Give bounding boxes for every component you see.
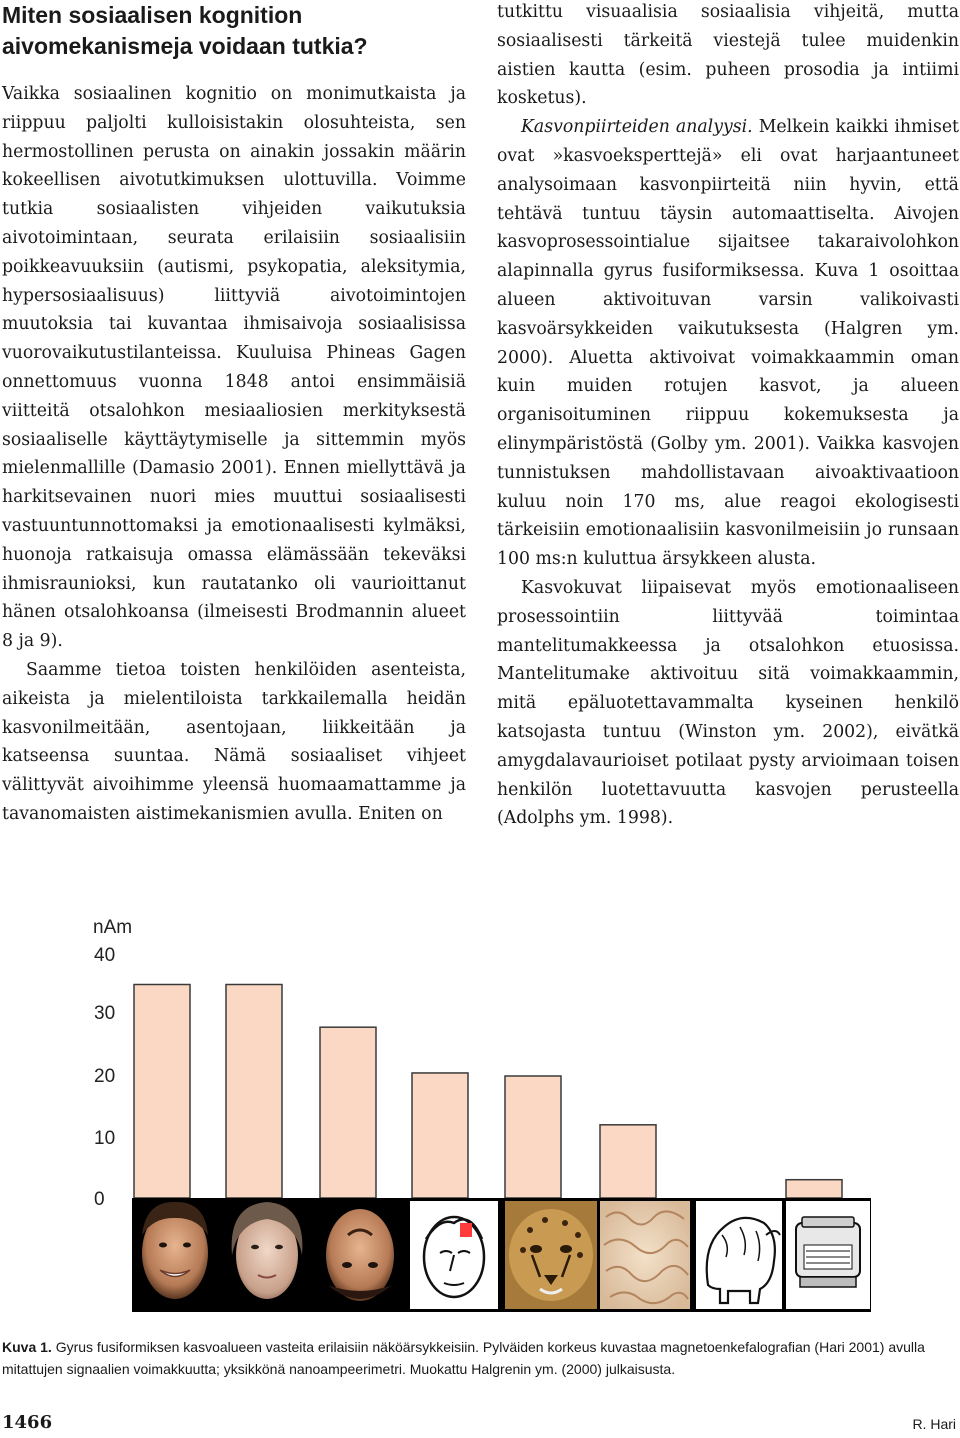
left-column: [2, 80, 466, 829]
figure-caption: [2, 1336, 960, 1380]
y-axis-unit-label: nAm: [93, 917, 133, 938]
right-paragraph-1: tutkittu visuaalisia sosiaalisia vihjeitä, mutta sosiaalisesti tärkeitä viestejä tulee muidenkin aistien kautta (esim. puheen prosodia ja intiimi kosketus).: [497, 2, 959, 109]
stimulus-image-3: [326, 1209, 394, 1301]
stimulus-image-4: [410, 1201, 498, 1309]
right-paragraph-3: Kasvokuvat liipaisevat myös emotionaaliseen prosessointiin liittyvää toimintaa mantelitumakkeessa ja otsalohkon etuosissa. Mantelitumake aktivoituu sitä voimakkaammin, mitä epäluotettavammalta kyseinen henkilö katsojasta tuntuu (Winston ym. 2002), eivätkä amygdalavaurioiset potilaat pysty arvioimaan toisen henkilön luotettavuutta kasvojen perusteella (Adolphs ym. 1998).: [497, 577, 959, 829]
caption-label: Kuva 1.: [2, 1339, 52, 1355]
bar-face-drawing: [412, 1073, 468, 1198]
y-tick-label: 30: [94, 1003, 116, 1024]
bar-brain-texture: [600, 1125, 656, 1198]
subsection-title: Kasvonpiirteiden analyysi.: [521, 117, 753, 138]
author-footer: R. Hari: [912, 1416, 956, 1432]
right-column: [497, 0, 959, 833]
figure-1-chart: [0, 905, 960, 1315]
left-paragraph-1: Vaikka sosiaalinen kognitio on monimutkaista ja riippuu paljolti kulloisistakin olosuhteista, sen hermostollinen perusta on ainakin jossakin määrin kokeellisen aivotutkimuksen ulottuvilla. Voimme tutkia sosiaalisten vihjeiden vaikutuksia aivotoimintaan, seurata erilaisiin sosiaalisiin poikkeavuuksiin (autismi, psykopatia, aleksitymia, hypersosiaalisuus) liittyviä aivotoimintojen muutoksia tai kuvantaa ihmisaivoja sosiaalisissa vuorovaikutustilanteissa. Kuuluisa Phineas Gagen onnettomuus vuonna 1848 antoi ensimmäisiä viitteitä otsalohkon mesiaaliosien merkityksestä sosiaaliselle käyttäytymiselle ja sittemmin myös mielenmallille (Damasio 2001). Ennen miellyttävä ja harkitsevainen nuori mies muuttui sosiaalisesti vastuuntunnottomaksi ja emotionaalisesti kylmäksi, huonoja ratkaisuja omassa elämässään tekeväksi ihmisraunioksi, kun rautatanko oli vaurioittanut hänen otsalohkoansa (ilmeisesti Brodmannin alueet 8 ja 9).: [2, 84, 466, 652]
stimulus-image-1: [142, 1202, 208, 1299]
page-number: 1466: [2, 1412, 53, 1433]
right-paragraph-2-text: Melkein kaikki ihmiset ovat »kasvoeksperttejä» eli ovat harjaantuneet analysoimaan kasvonpiirteitä niin hyvin, että tehtävä tuntuu täysin automaattiselta. Aivojen kasvoprosessointialue sijaitsee takaraivolohkon alapinnalla gyrus fusiformiksessa. Kuva 1 osoittaa alueen aktivoituvan varsin valikoivasti kasvoärsykkeiden vaikutuksesta (Halgren ym. 2000). Aluetta aktivoivat voimakkaammin oman kuin muiden rotujen kasvot, ja alueen organisoituminen riippuu kokemuksesta ja elinympäristöstä (Golby ym. 2001). Vaikka kasvojen tunnistuksen mahdollistavaan aivoaktivaatioon kuluu noin 170 ms, alue reagoi ekologisesti tärkeisiin emotionaalisiin kasvonilmeisiin jo runsaan 100 ms:n kuluttua ärsykkeen alusta.: [497, 117, 959, 570]
right-paragraph-2: [497, 113, 959, 574]
stimulus-image-8: [786, 1201, 870, 1309]
stimulus-image-7: [696, 1201, 782, 1309]
stimulus-image-6: [600, 1201, 690, 1309]
bar-smiling-man-face: [134, 985, 190, 1199]
caption-text: Gyrus fusiformiksen kasvoalueen vasteita erilaisiin näköärsykkeisiin. Pylväiden korkeus kuvastaa magnetoenkefalografian (Hari 2001) avulla mitattujen signaalien voimakkuutta; yksikkönä nanoampeerimetri. Muokattu Halgrenin ym. (2000) julkaisusta.: [2, 1339, 925, 1377]
bar-inverted-face: [320, 1027, 376, 1198]
y-tick-label: 10: [94, 1128, 116, 1149]
y-tick-label: 40: [94, 945, 116, 966]
y-tick-label: 20: [94, 1066, 116, 1087]
bar-woman-face: [226, 985, 282, 1199]
stimulus-image-5: [505, 1201, 597, 1309]
bar-typewriter: [786, 1180, 842, 1198]
y-tick-label: 0: [94, 1189, 105, 1210]
left-paragraph-2: Saamme tietoa toisten henkilöiden asenteista, aikeista ja mielentiloista tarkkailemalla heidän kasvonilmeitään, asentojaan, liikkeitään ja katseensa suuntaa. Nämä sosiaaliset vihjeet välittyvät aivoihimme yleensä huomaamattamme ja tavanomaisten aistimekanismien avulla. Eniten on: [2, 659, 466, 824]
bar-cheetah: [505, 1076, 561, 1198]
section-heading: Miten sosiaalisen kognition aivomekanismeja voidaan tutkia?: [2, 2, 368, 59]
